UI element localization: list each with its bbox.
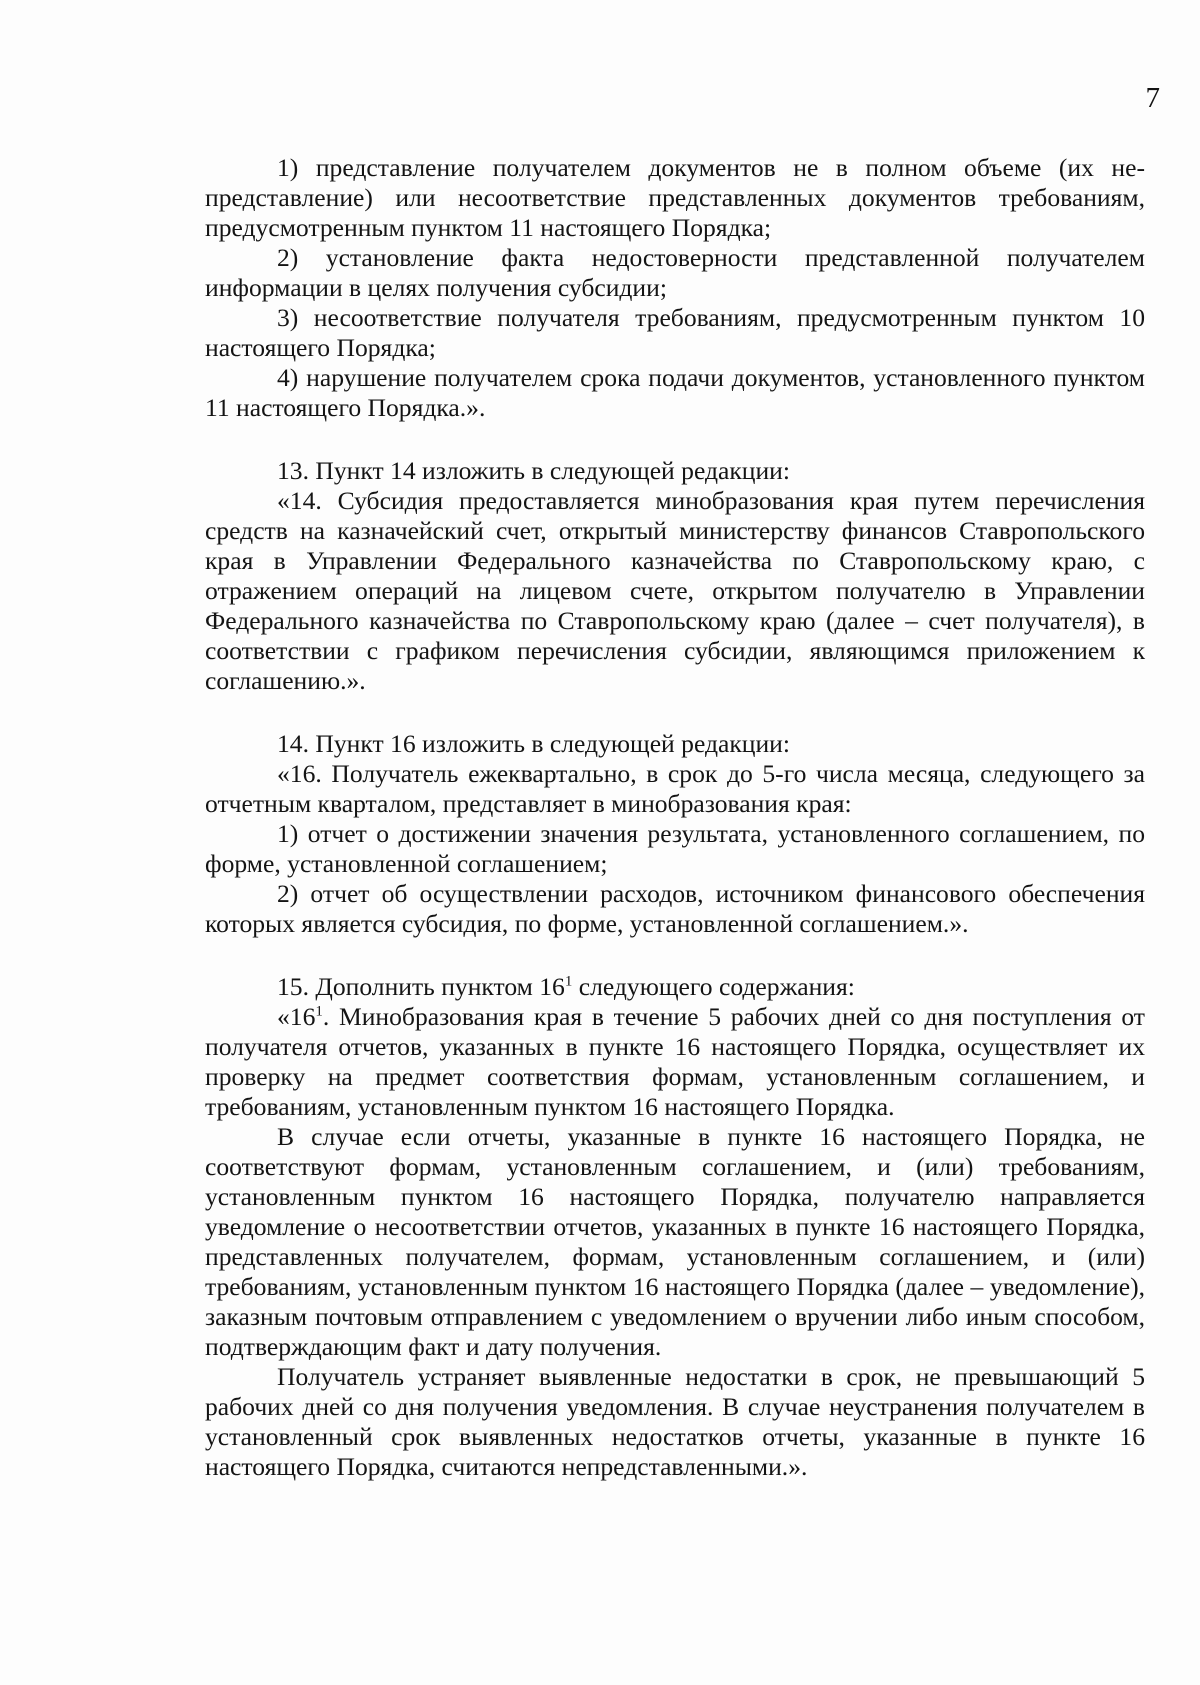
- point-16-1-lead: «16: [277, 1002, 316, 1031]
- paragraph-point-14: «14. Субсидия предоставляется минобразования края путем перечисления средств на казначейский счет, открытый министерству финансов Ставропольского края в Управлении Федерального казначейства по Ставропольскому краю, с отражением операций на лицевом счете, открытом получателю в Управлении Федерального казначейства по Ставропольскому краю (далее – счет получателя), в соответствии с графиком перечисления субсидии, являющимся приложением к соглашению.».: [205, 486, 1145, 695]
- paragraph-point-16-item-1: 1) отчет о достижении значения результата, установленного соглашением, по форме, установленной соглашением;: [205, 819, 1145, 878]
- paragraph-item-2: 2) установление факта недостоверности представленной получателем информации в целях получения субсидии;: [205, 243, 1145, 302]
- page-number: 7: [1145, 82, 1160, 114]
- document-body: [205, 153, 1145, 1482]
- paragraph-point-16: «16. Получатель ежеквартально, в срок до 5-го числа месяца, следующего за отчетным кварталом, представляет в минобразования края:: [205, 759, 1145, 818]
- section-15-text: 15. Дополнить пунктом 16: [277, 972, 565, 1001]
- section-15-heading: [205, 972, 1145, 1002]
- paragraph-point-16-item-2: 2) отчет об осуществлении расходов, источником финансового обеспечения которых является субсидия, по форме, установленной соглашением.».: [205, 879, 1145, 938]
- point-16-1-tail: . Минобразования края в течение 5 рабочих дней со дня поступления от получателя отчетов, указанных в пункте 16 настоящего Порядка, осуществляет их проверку на предмет соответствия формам, установленным соглашением, и требованиям, установленным пунктом 16 настоящего Порядка.: [205, 1002, 1145, 1121]
- section-14-heading: 14. Пункт 16 изложить в следующей редакции:: [277, 729, 790, 758]
- section-13-heading: 13. Пункт 14 изложить в следующей редакции:: [277, 456, 790, 485]
- paragraph-item-4: 4) нарушение получателем срока подачи документов, установленного пунктом 11 настоящего Порядка.».: [205, 363, 1145, 422]
- paragraph-notice: В случае если отчеты, указанные в пункте 16 настоящего Порядка, не соответствуют формам, установленным соглашением, и (или) требованиям, установленным пунктом 16 настоящего Порядка, получателю направляется уведомление о несоответствии отчетов, указанных в пункте 16 настоящего Порядка, представленных получателем, формам, установленным соглашением, и (или) требованиям, установленным пунктом 16 настоящего Порядка (далее – уведомление), заказным почтовым отправлением с уведомлением о вручении либо иным способом, подтверждающим факт и дату получения.: [205, 1122, 1145, 1361]
- paragraph-item-3: 3) несоответствие получателя требованиям, предусмотренным пунктом 10 настоящего Порядка;: [205, 303, 1145, 362]
- superscript: 1: [564, 973, 573, 990]
- paragraph-item-1: 1) представление получателем документов не в полном объеме (их непредставление) или несоответствие представленных документов требованиям, предусмотренным пунктом 11 настоящего Порядка;: [205, 153, 1145, 242]
- section-15-tail: следующего содержания:: [572, 972, 855, 1001]
- superscript: 1: [315, 1003, 323, 1020]
- paragraph-remedy: Получатель устраняет выявленные недостатки в срок, не превышающий 5 рабочих дней со дня получения уведомления. В случае неустранения получателем в установленный срок выявленных недостатков отчеты, указанные в пункте 16 настоящего Порядка, считаются непредставленными.».: [205, 1362, 1145, 1481]
- paragraph-point-16-1: [205, 1002, 1145, 1122]
